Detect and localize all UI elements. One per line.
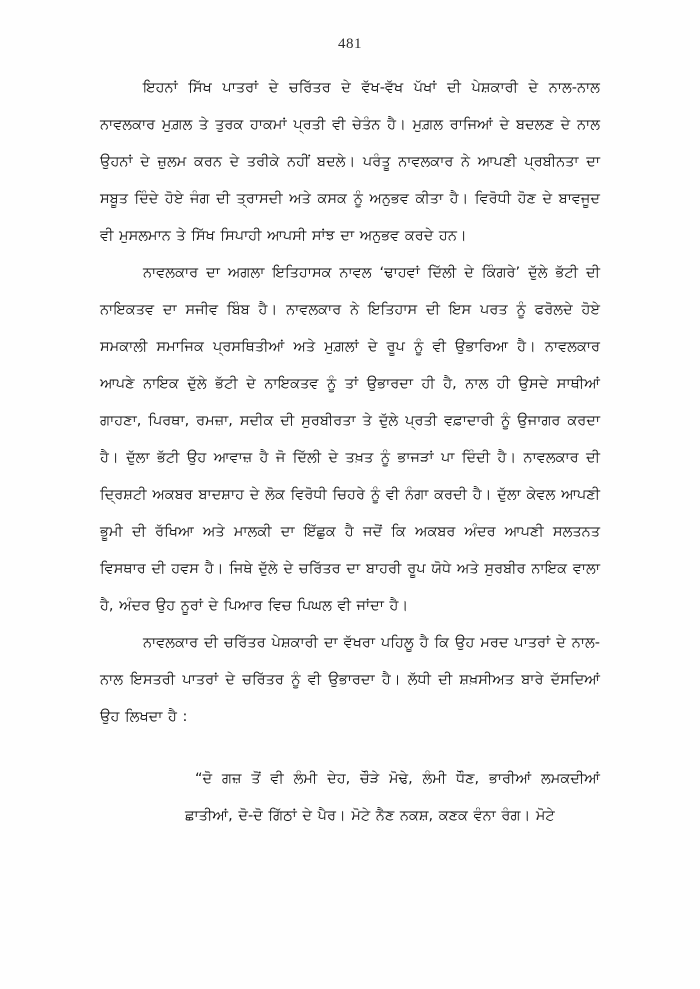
paragraph-1: ਇਹਨਾਂ ਸਿੱਖ ਪਾਤਰਾਂ ਦੇ ਚਰਿੱਤਰ ਦੇ ਵੱਖ-ਵੱਖ ਪੱਖਾਂ ਦੀ ਪੇਸ਼ਕਾਰੀ ਦੇ ਨਾਲ-ਨਾਲ ਨਾਵਲਕਾਰ ਮੁਗ਼ਲ ਤੇ ਤੁਰਕ ਹਾਕਮਾਂ ਪ੍ਰਤੀ ਵੀ ਚੇਤੰਨ ਹੈ। ਮੁਗ਼ਲ ਰਾਜਿਆਂ ਦੇ ਬਦਲਣ ਦੇ ਨਾਲ ਉਹਨਾਂ ਦੇ ਜ਼ੁਲਮ ਕਰਨ ਦੇ ਤਰੀਕੇ ਨਹੀਂ ਬਦਲੇ। ਪਰੰਤੂ ਨਾਵਲਕਾਰ ਨੇ ਆਪਣੀ ਪ੍ਰਬੀਨਤਾ ਦਾ ਸਬੂਤ ਦਿੰਦੇ ਹੋਏ ਜੰਗ ਦੀ ਤ੍ਰਾਸਦੀ ਅਤੇ ਕਸਕ ਨੂੰ ਅਨੁਭਵ ਕੀਤਾ ਹੈ। ਵਿਰੋਧੀ ਹੋਣ ਦੇ ਬਾਵਜੂਦ ਵੀ ਮੁਸਲਮਾਨ ਤੇ ਸਿੱਖ ਸਿਪਾਹੀ ਆਪਸੀ ਸਾਂਝ ਦਾ ਅਨੁਭਵ ਕਰਦੇ ਹਨ। [100,80,600,244]
body-text-column [100,70,600,835]
page-number: 481 [338,36,362,52]
block-quotation: “ਦੋ ਗਜ਼ ਤੋਂ ਵੀ ਲੰਮੀ ਦੇਹ, ਚੌੜੇ ਮੋਢੇ, ਲੰਮੀ ਧੌਣ, ਭਾਰੀਆਂ ਲਮਕਦੀਆਂ ਛਾਤੀਆਂ, ਦੋ-ਦੋ ਗਿੱਠਾਂ ਦੇ ਪੈਰ। ਮੋਟੇ ਨੈਣ ਨਕਸ਼, ਕਣਕ ਵੰਨਾ ਰੰਗ। ਮੋਟੇ [185,771,600,824]
paragraph-2: ਨਾਵਲਕਾਰ ਦਾ ਅਗਲਾ ਇਤਿਹਾਸਕ ਨਾਵਲ ‘ਢਾਹਵਾਂ ਦਿੱਲੀ ਦੇ ਕਿੰਗਰੇ’ ਦੁੱਲੇ ਭੱਟੀ ਦੀ ਨਾਇਕਤਵ ਦਾ ਸਜੀਵ ਬਿੰਬ ਹੈ। ਨਾਵਲਕਾਰ ਨੇ ਇਤਿਹਾਸ ਦੀ ਇਸ ਪਰਤ ਨੂੰ ਫਰੋਲਦੇ ਹੋਏ ਸਮਕਾਲੀ ਸਮਾਜਿਕ ਪ੍ਰਸਥਿਤੀਆਂ ਅਤੇ ਮੁਗ਼ਲਾਂ ਦੇ ਰੂਪ ਨੂੰ ਵੀ ਉਭਾਰਿਆ ਹੈ। ਨਾਵਲਕਾਰ ਆਪਣੇ ਨਾਇਕ ਦੁੱਲੇ ਭੱਟੀ ਦੇ ਨਾਇਕਤਵ ਨੂੰ ਤਾਂ ਉਭਾਰਦਾ ਹੀ ਹੈ, ਨਾਲ ਹੀ ਉਸਦੇ ਸਾਥੀਆਂ ਗਾਹਣਾ, ਪਿਰਥਾ, ਰਮਜ਼ਾ, ਸਦੀਕ ਦੀ ਸੁਰਬੀਰਤਾ ਤੇ ਦੁੱਲੇ ਪ੍ਰਤੀ ਵਫ਼ਾਦਾਰੀ ਨੂੰ ਉਜਾਗਰ ਕਰਦਾ ਹੈ। ਦੁੱਲਾ ਭੱਟੀ ਉਹ ਆਵਾਜ਼ ਹੈ ਜੋ ਦਿੱਲੀ ਦੇ ਤਖ਼ਤ ਨੂੰ ਭਾਜੜਾਂ ਪਾ ਦਿੰਦੀ ਹੈ। ਨਾਵਲਕਾਰ ਦੀ ਦ੍ਰਿਸ਼ਟੀ ਅਕਬਰ ਬਾਦਸ਼ਾਹ ਦੇ ਲੋਕ ਵਿਰੋਧੀ ਚਿਹਰੇ ਨੂੰ ਵੀ ਨੰਗਾ ਕਰਦੀ ਹੈ। ਦੁੱਲਾ ਕੇਵਲ ਆਪਣੀ ਭੂਮੀ ਦੀ ਰੱਖਿਆ ਅਤੇ ਮਾਲਕੀ ਦਾ ਇੱਛੁਕ ਹੈ ਜਦੋਂ ਕਿ ਅਕਬਰ ਅੰਦਰ ਆਪਣੀ ਸਲਤਨਤ ਵਿਸਥਾਰ ਦੀ ਹਵਸ ਹੈ। ਜਿਥੇ ਦੁੱਲੇ ਦੇ ਚਰਿੱਤਰ ਦਾ ਬਾਹਰੀ ਰੂਪ ਯੋਧੇ ਅਤੇ ਸੁਰਬੀਰ ਨਾਇਕ ਵਾਲਾ ਹੈ, ਅੰਦਰ ਉਹ ਨੂਰਾਂ ਦੇ ਪਿਆਰ ਵਿਚ ਪਿਘਲ ਵੀ ਜਾਂਦਾ ਹੈ। [100,265,600,614]
paragraph-3: ਨਾਵਲਕਾਰ ਦੀ ਚਰਿੱਤਰ ਪੇਸ਼ਕਾਰੀ ਦਾ ਵੱਖਰਾ ਪਹਿਲੂ ਹੈ ਕਿ ਉਹ ਮਰਦ ਪਾਤਰਾਂ ਦੇ ਨਾਲ-ਨਾਲ ਇਸਤਰੀ ਪਾਤਰਾਂ ਦੇ ਚਰਿੱਤਰ ਨੂੰ ਵੀ ਉਭਾਰਦਾ ਹੈ। ਲੱਧੀ ਦੀ ਸ਼ਖ਼ਸੀਅਤ ਬਾਰੇ ਦੱਸਦਿਆਂ ਉਹ ਲਿਖਦਾ ਹੈ : [100,635,600,725]
